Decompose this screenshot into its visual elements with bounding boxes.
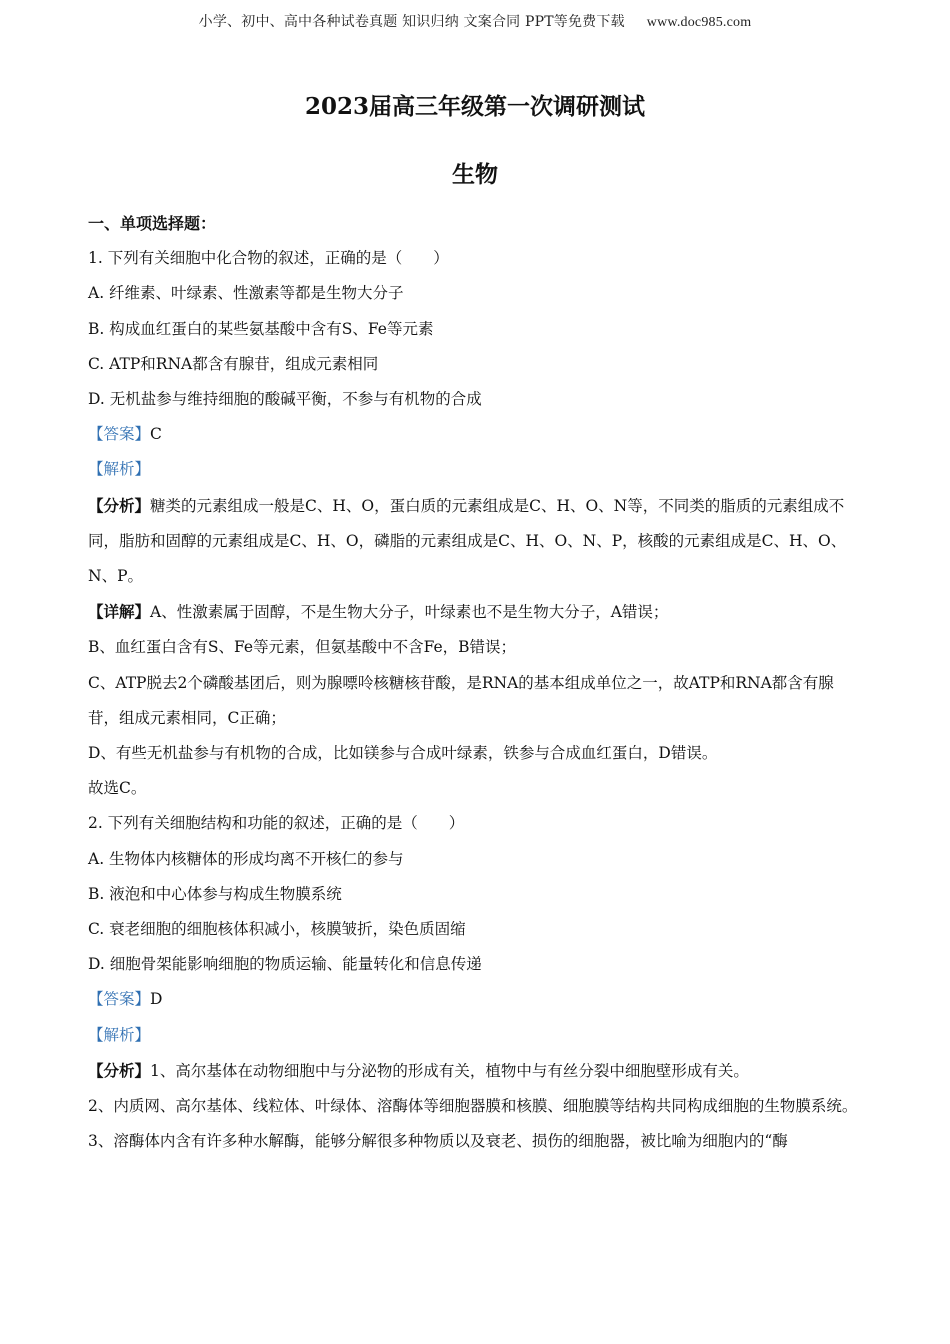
question-2-analysis-tag: 【解析】 [88,1025,151,1044]
exam-title: 2023届高三年级第一次调研测试 [304,93,645,120]
fenxi-tag: 【分析】 [88,495,151,515]
xiangjie-tag: 【详解】 [88,602,151,622]
exam-subject: 生物 [452,161,498,188]
question-1-fenxi [88,488,858,595]
question-1-option-b: B. 构成血红蛋白的某些氨基酸中含有S、Fe等元素 [88,319,434,338]
fenxi-1-text: 1、高尔基体在动物细胞中与分泌物的形成有关，植物中与有丝分裂中细胞壁形成有关。 [150,1061,749,1080]
fenxi-tag: 【分析】 [88,1060,151,1080]
answer-tag: 【答案】 [88,990,151,1009]
question-1-answer [88,417,858,452]
answer-value: D [150,990,163,1009]
question-1-xiangjie-c: C、ATP脱去2个磷酸基团后，则为腺嘌呤核糖核苷酸，是RNA的基本组成单位之一，故ATP和RNA都含有腺苷，组成元素相同，C正确； [88,673,834,727]
header-text: 小学、初中、高中各种试卷真题 知识归纳 文案合同 PPT等免费下载 [198,14,625,30]
question-2-fenxi-2: 2、内质网、高尔基体、线粒体、叶绿体、溶酶体等细胞器膜和核膜、细胞膜等结构共同构成细胞的生物膜系统。 [88,1097,858,1116]
question-1-option-c: C. ATP和RNA都含有腺苷，组成元素相同 [88,354,379,373]
question-1-xiangjie-b: B、血红蛋白含有S、Fe等元素，但氨基酸中不含Fe，B错误； [88,638,517,657]
question-1-option-d: D. 无机盐参与维持细胞的酸碱平衡，不参与有机物的合成 [88,390,482,409]
question-1-stem: 1. 下列有关细胞中化合物的叙述，正确的是（ ） [88,249,449,268]
question-2-answer [88,982,858,1017]
question-1-conclusion: 故选C。 [88,779,147,798]
question-2-option-d: D. 细胞骨架能影响细胞的物质运输、能量转化和信息传递 [88,955,482,974]
question-2-option-a: A. 生物体内核糖体的形成均离不开核仁的参与 [88,849,404,868]
question-2-fenxi-1 [88,1053,858,1089]
question-2-option-c: C. 衰老细胞的细胞核体积减小，核膜皱折，染色质固缩 [88,920,466,939]
question-2-stem: 2. 下列有关细胞结构和功能的叙述，正确的是（ ） [88,814,465,833]
question-1-option-a: A. 纤维素、叶绿素、性激素等都是生物大分子 [88,284,404,303]
question-1-xiangjie-d: D、有些无机盐参与有机物的合成，比如镁参与合成叶绿素，铁参与合成血红蛋白，D错误。 [88,744,718,763]
question-2-fenxi-3: 3、溶酶体内含有许多种水解酶，能够分解很多种物质以及衰老、损伤的细胞器，被比喻为细胞内的“酶 [88,1132,788,1151]
exam-content [88,206,858,1159]
page-header [0,11,950,31]
question-2-option-b: B. 液泡和中心体参与构成生物膜系统 [88,884,342,903]
answer-value: C [150,425,162,444]
header-site-link[interactable]: www.doc985.com [646,15,752,30]
xiangjie-a-text: A、性激素属于固醇，不是生物大分子，叶绿素也不是生物大分子，A错误； [150,603,669,622]
section-heading: 一、单项选择题： [88,214,217,233]
answer-tag: 【答案】 [88,425,151,444]
question-1-analysis-tag: 【解析】 [88,460,151,479]
question-1-xiangjie-a [88,594,858,630]
fenxi-text: 糖类的元素组成一般是C、H、O，蛋白质的元素组成是C、H、O、N等，不同类的脂质的元素组成不同，脂肪和固醇的元素组成是C、H、O，磷脂的元素组成是C、H、O、N、P，核酸的元素组成是C、H、O、N、P。 [88,496,847,586]
